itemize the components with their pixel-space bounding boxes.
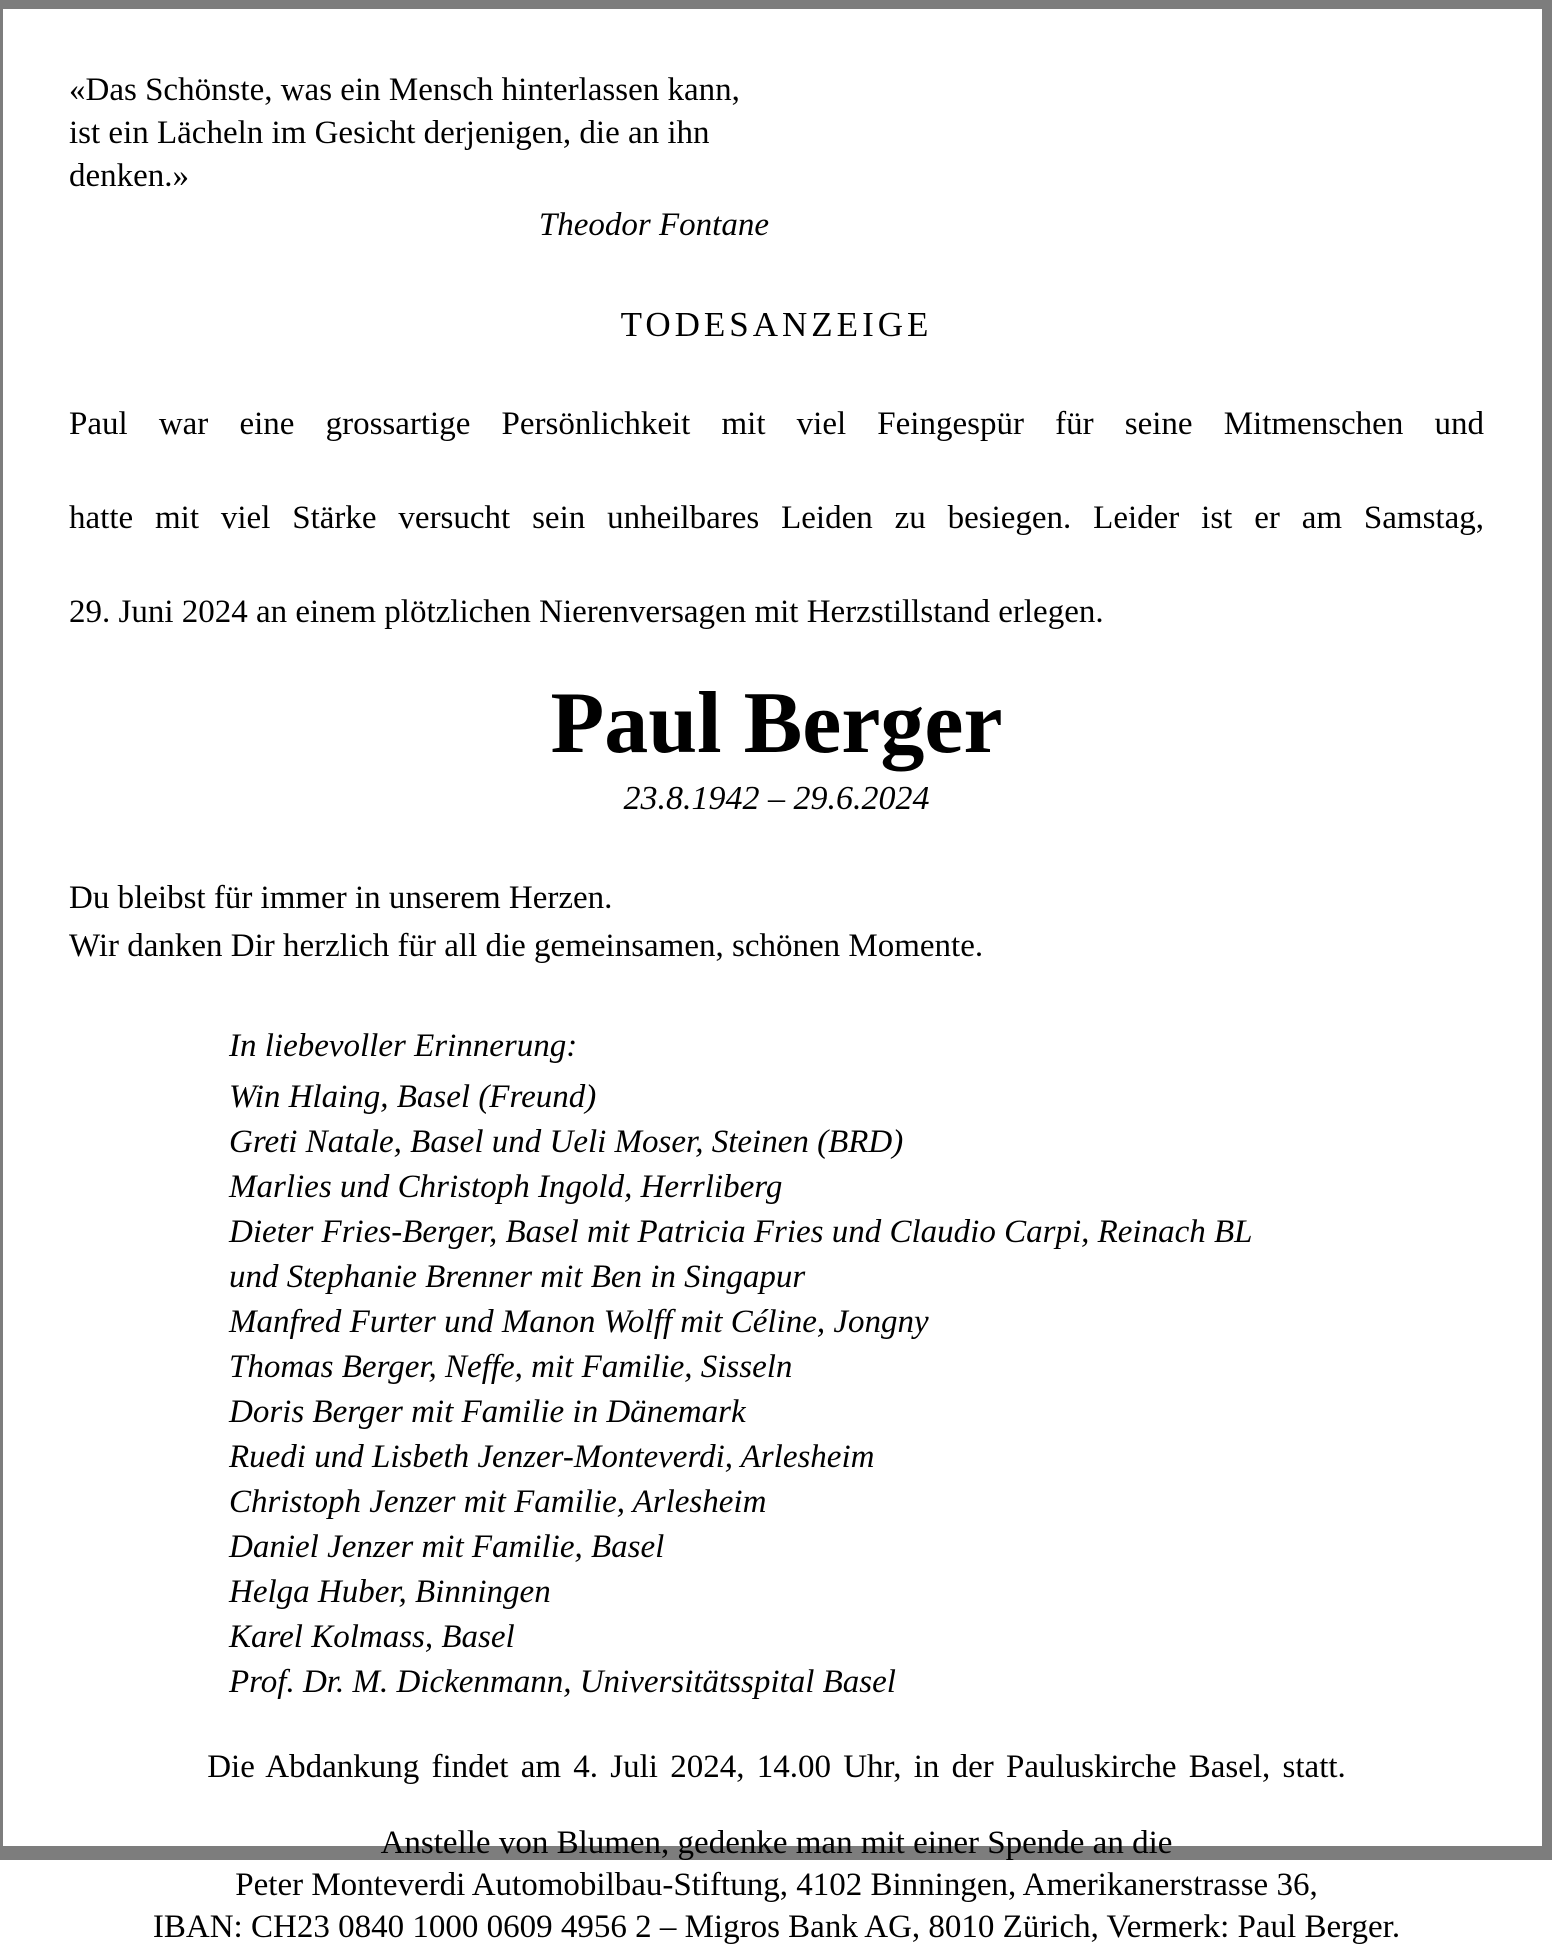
donation-line-2: Peter Monteverdi Automobilbau-Stiftung, 4102 Binningen, Amerikanerstrasse 36,	[235, 1867, 1318, 1903]
quote-attribution: Theodor Fontane	[538, 207, 769, 243]
notice-heading: TODESANZEIGE	[620, 305, 933, 344]
life-dates: 23.8.1942 – 29.6.2024	[623, 780, 930, 817]
intro-line-3: 29. Juni 2024 an einem plötzlichen Nierenversagen mit Herzstillstand erlegen.	[69, 594, 1104, 630]
mourner-name: Christoph Jenzer mit Familie, Arlesheim	[229, 1484, 767, 1520]
intro-line-2: hatte mit viel Stärke versucht sein unheilbares Leiden zu besiegen. Leider ist er am Samstag,	[69, 500, 1484, 536]
mourner-name: Dieter Fries-Berger, Basel mit Patricia Fries und Claudio Carpi, Reinach BL	[229, 1214, 1253, 1250]
mourner-name: Manfred Furter und Manon Wolff mit Céline, Jongny	[229, 1304, 929, 1340]
mourner-name: Greti Natale, Basel und Ueli Moser, Steinen (BRD)	[229, 1124, 904, 1160]
remembrance-title: In liebevoller Erinnerung:	[229, 1028, 578, 1064]
farewell-line-2: Wir danken Dir herzlich für all die gemeinsamen, schönen Momente.	[69, 928, 984, 964]
quote-line-2: ist ein Lächeln im Gesicht derjenigen, die an ihn denken.»	[69, 115, 710, 194]
farewell-line-1: Du bleibst für immer in unserem Herzen.	[69, 880, 613, 916]
mourner-name: Marlies und Christoph Ingold, Herrliberg	[229, 1169, 783, 1205]
mourner-name: Doris Berger mit Familie in Dänemark	[229, 1394, 746, 1430]
mourner-name: Thomas Berger, Neffe, mit Familie, Sisseln	[229, 1349, 793, 1385]
mourner-name: Daniel Jenzer mit Familie, Basel	[229, 1529, 665, 1565]
donation-line-1: Anstelle von Blumen, gedenke man mit einer Spende an die	[380, 1825, 1173, 1861]
farewell-block	[69, 874, 1484, 970]
mourner-name: Prof. Dr. M. Dickenmann, Universitätsspital Basel	[229, 1664, 896, 1700]
remembrance-name-list	[229, 1075, 1484, 1705]
mourner-name: Helga Huber, Binningen	[229, 1574, 551, 1610]
donation-line-3: IBAN: CH23 0840 1000 0609 4956 2 – Migros Bank AG, 8010 Zürich, Vermerk: Paul Berger.	[152, 1909, 1401, 1945]
mourner-name: Ruedi und Lisbeth Jenzer-Monteverdi, Arlesheim	[229, 1439, 875, 1475]
remembrance-section	[229, 1024, 1484, 1705]
donation-block	[69, 1822, 1484, 1948]
quote-line-1: «Das Schönste, was ein Mensch hinterlassen kann,	[69, 72, 740, 108]
mourner-name: und Stephanie Brenner mit Ben in Singapur	[229, 1259, 806, 1295]
mourner-name: Karel Kolmass, Basel	[229, 1619, 515, 1655]
service-info: Die Abdankung findet am 4. Juli 2024, 14.00 Uhr, in der Pauluskirche Basel, statt.	[207, 1749, 1346, 1785]
intro-paragraph	[69, 401, 1484, 636]
intro-line-1: Paul war eine grossartige Persönlichkeit mit viel Feingespür für seine Mitmenschen und	[69, 406, 1484, 442]
deceased-name: Paul Berger	[550, 675, 1003, 772]
mourner-name: Win Hlaing, Basel (Freund)	[229, 1079, 597, 1115]
quote-block	[69, 69, 829, 198]
obituary-page	[3, 9, 1542, 1945]
